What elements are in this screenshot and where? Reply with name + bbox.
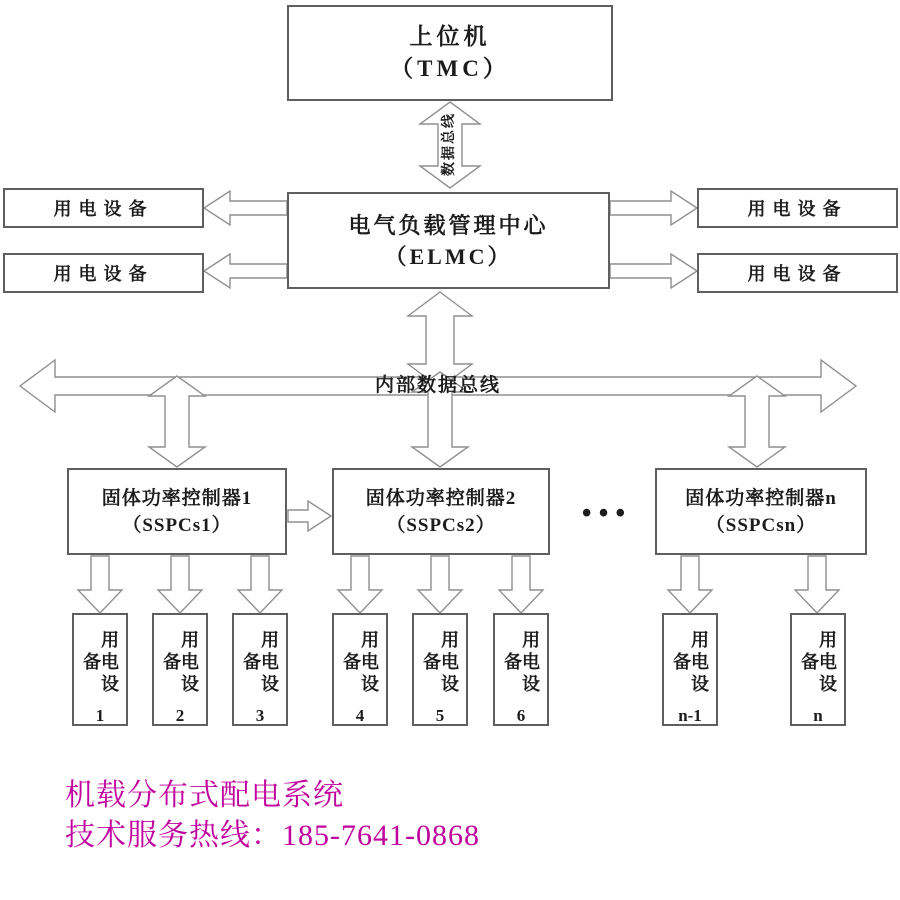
sspc2-title: 固体功率控制器2 — [365, 487, 517, 509]
arrow-elmc-left-device-1 — [204, 191, 287, 225]
sspc1-title: 固体功率控制器1 — [101, 487, 253, 509]
arrow-down-device-3 — [238, 556, 282, 613]
footer-line-2: 技术服务热线：185-7641-0868 — [65, 819, 480, 852]
device-index: 1 — [95, 706, 105, 725]
device-label: 用电设备 — [421, 629, 459, 696]
side-device-label: 用电设备 — [53, 264, 154, 284]
device-label: 用电设备 — [81, 629, 119, 696]
double-arrow-bus-sspc1 — [149, 376, 205, 467]
device-index: n — [813, 706, 823, 725]
arrow-elmc-left-device-2 — [204, 254, 287, 288]
device-label: 用电设备 — [671, 629, 709, 696]
arrow-down-device-n1 — [668, 556, 712, 613]
footer-line-1: 机载分布式配电系统 — [65, 779, 344, 812]
device-label: 用电设备 — [341, 629, 379, 696]
device-label: 用电设备 — [799, 629, 837, 696]
tmc-title: 上位机 — [409, 24, 491, 49]
device-index: 2 — [175, 706, 185, 725]
sspc2-box — [332, 468, 550, 555]
device-box-6 — [493, 613, 549, 726]
device-index: 5 — [435, 706, 445, 725]
ellipsis: ••• — [581, 498, 633, 529]
elmc-abbr: （ELMC） — [384, 243, 513, 269]
device-box-n-1 — [662, 613, 718, 726]
sspcn-box — [655, 468, 867, 555]
device-label: 用电设备 — [241, 629, 279, 696]
arrow-elmc-right-device-1 — [610, 191, 697, 225]
arrow-elmc-right-device-2 — [610, 254, 697, 288]
arrow-down-device-4 — [338, 556, 382, 613]
sspcn-abbr: （SSPCsn） — [705, 514, 817, 536]
data-bus-label: 数据总线 — [442, 112, 457, 176]
sspc1-abbr: （SSPCs1） — [122, 514, 232, 536]
arrow-down-device-5 — [418, 556, 462, 613]
side-device-box-left-1 — [3, 188, 204, 228]
device-box-5 — [412, 613, 468, 726]
device-index: 6 — [516, 706, 526, 725]
device-index: n-1 — [678, 706, 702, 725]
tmc-abbr: （TMC） — [390, 56, 510, 81]
double-arrow-bus-sspcn — [729, 376, 785, 467]
side-device-label: 用电设备 — [747, 264, 848, 284]
footer-caption — [65, 776, 480, 856]
side-device-box-right-1 — [697, 188, 898, 228]
device-box-1 — [72, 613, 128, 726]
sspc2-abbr: （SSPCs2） — [386, 514, 496, 536]
side-device-box-left-2 — [3, 253, 204, 293]
tmc-box — [287, 5, 613, 101]
device-index: 3 — [255, 706, 265, 725]
internal-bus-label: 内部数据总线 — [374, 375, 501, 396]
side-device-box-right-2 — [697, 253, 898, 293]
elmc-title: 电气负载管理中心 — [348, 212, 549, 238]
arrow-down-device-n — [795, 556, 839, 613]
device-box-4 — [332, 613, 388, 726]
side-device-label: 用电设备 — [53, 199, 154, 219]
elmc-box — [287, 192, 610, 289]
arrow-down-device-6 — [499, 556, 543, 613]
arrow-sspc1-sspc2 — [288, 501, 331, 531]
device-index: 4 — [355, 706, 365, 725]
arrow-down-device-2 — [158, 556, 202, 613]
device-box-n — [790, 613, 846, 726]
arrow-down-device-1 — [78, 556, 122, 613]
device-box-3 — [232, 613, 288, 726]
device-label: 用电设备 — [502, 629, 540, 696]
sspc1-box — [67, 468, 287, 555]
sspcn-title: 固体功率控制器n — [685, 487, 837, 509]
side-device-label: 用电设备 — [747, 199, 848, 219]
device-box-2 — [152, 613, 208, 726]
device-label: 用电设备 — [161, 629, 199, 696]
